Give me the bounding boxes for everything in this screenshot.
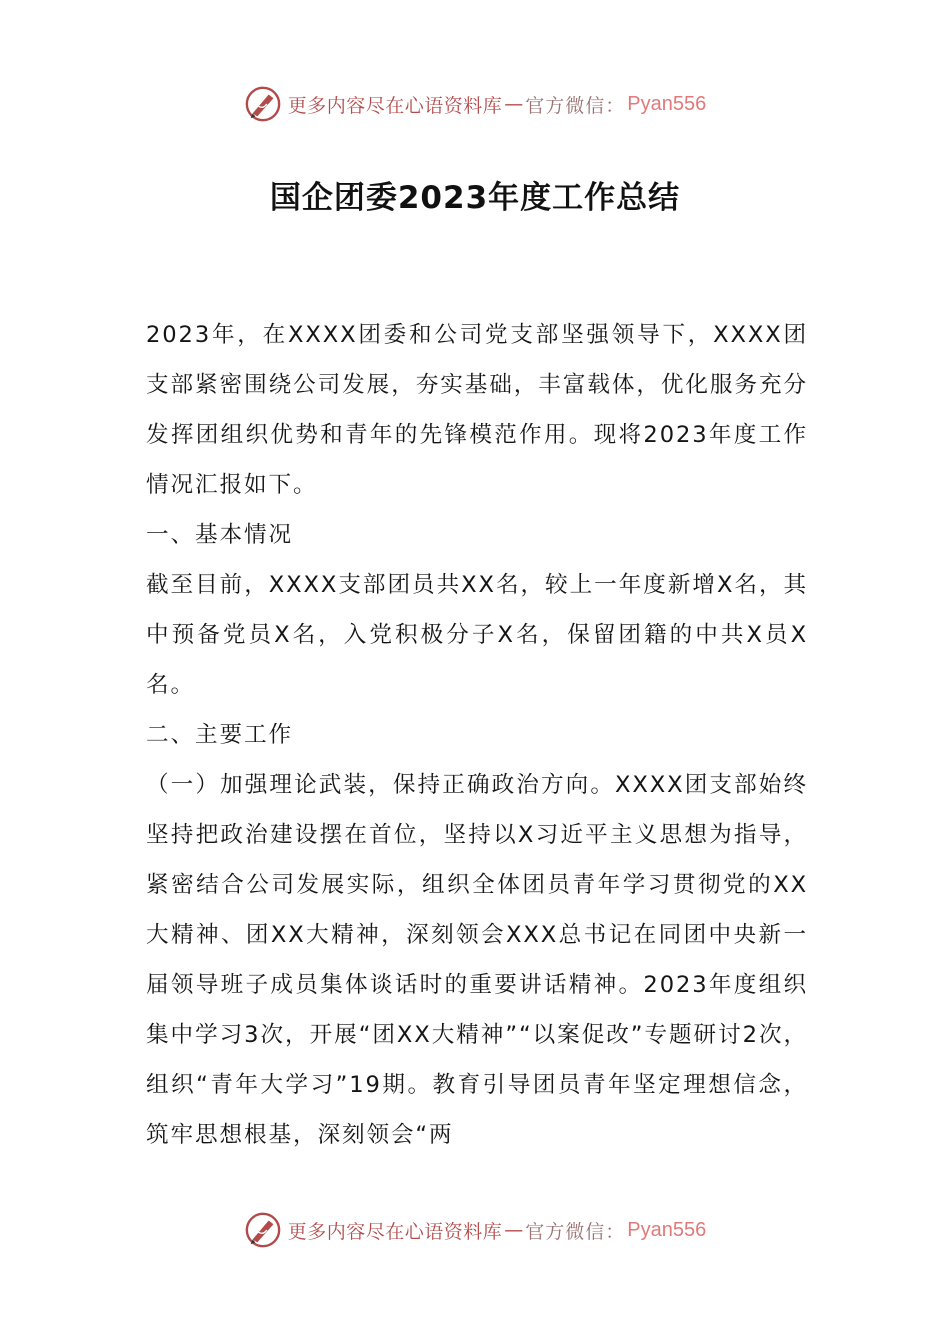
watermark-dash: — [504,93,524,115]
watermark-wechat-label: 官方微信： [525,1220,626,1243]
pen-logo-icon [244,85,282,123]
heading-main-work: 二、主要工作 [146,722,293,748]
paragraph-basic-situation: 截至目前，XXXX支部团员共XX名，较上一年度新增X名，其中预备党员X名，入党积极分子X名，保留团籍的中共X员X名。 [146,572,808,698]
watermark-wechat-label: 官方微信： [525,94,626,117]
paragraph-theory: （一）加强理论武装，保持正确政治方向。XXXX团支部始终坚持把政治建设摆在首位，坚持以X习近平主义思想为指导，紧密结合公司发展实际，组织全体团员青年学习贯彻党的XX大精神、团XX大精神，深刻领会XXX总书记在同团中央新一届领导班子成员集体谈话时的重要讲话精神。2023年度组织集中学习3次，开展“团XX大精神”“以案促改”专题研讨2次，组织“青年大学习”19期。教育引导团员青年坚定理想信念，筑牢思想根基，深刻领会“两 [146,772,808,1148]
footer-watermark [0,1208,950,1252]
watermark-text: 更多内容尽在心语资料库 [287,1220,503,1243]
watermark-text: 更多内容尽在心语资料库 [287,94,503,117]
document-body [146,310,808,1160]
heading-basic-situation: 一、基本情况 [146,522,293,548]
header-watermark [0,82,950,126]
pen-logo-icon [244,1211,282,1249]
watermark-dash: — [504,1219,524,1241]
watermark-wechat-id: Pyan556 [627,1218,707,1241]
paragraph-intro: 2023年，在XXXX团委和公司党支部坚强领导下，XXXX团支部紧密围绕公司发展，夯实基础，丰富载体，优化服务充分发挥团组织优势和青年的先锋模范作用。现将2023年度工作情况汇报如下。 [146,322,808,498]
document-title: 国企团委2023年度工作总结 [269,180,681,216]
watermark-wechat-id: Pyan556 [627,92,707,115]
